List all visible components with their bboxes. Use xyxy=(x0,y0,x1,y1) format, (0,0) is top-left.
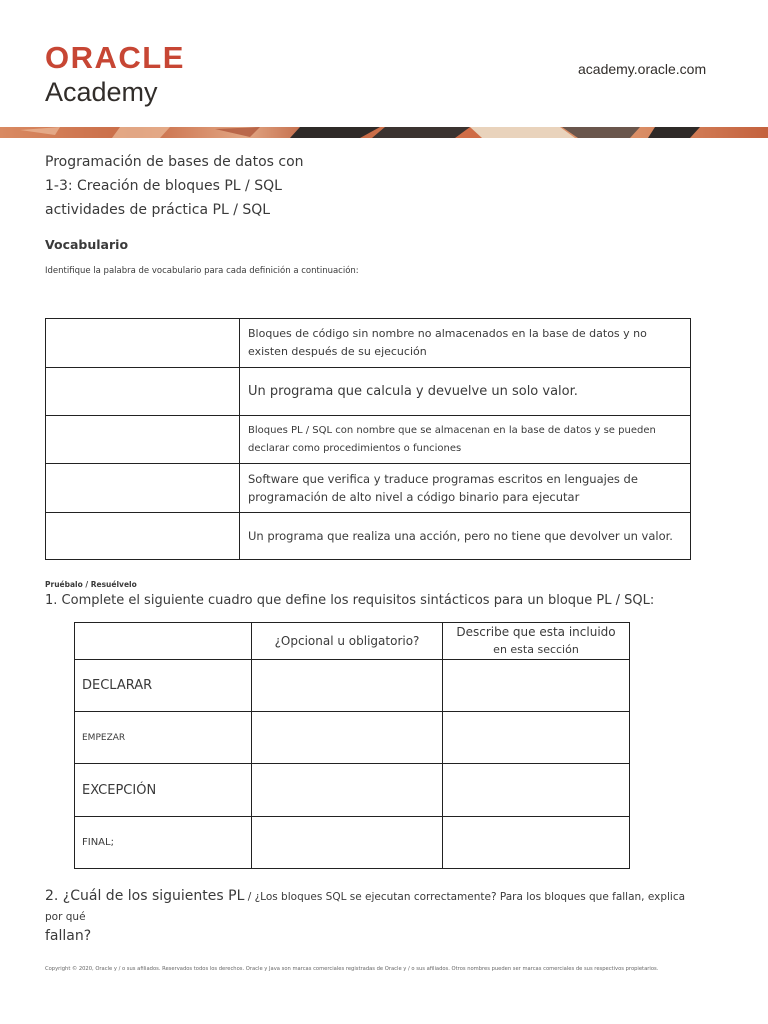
title-line-1: Programación de bases de datos con xyxy=(45,154,304,170)
vocabulary-answer-cell[interactable] xyxy=(46,513,240,560)
syntax-table xyxy=(74,622,630,869)
syntax-header-row xyxy=(75,623,630,660)
title-line-3: actividades de práctica PL / SQL xyxy=(45,202,271,218)
vocabulary-row xyxy=(46,513,691,560)
answer-cell[interactable] xyxy=(443,660,630,712)
header-description xyxy=(443,623,630,660)
question-2 xyxy=(45,886,705,945)
copyright-footer: Copyright © 2020, Oracle y / o sus afiliados. Reservados todos los derechos. Oracle y Java son marcas comerciales registradas de Oracle y / o sus afiliados. Otros nombres pueden ser marcas comerciales de sus respectivos propietarios. xyxy=(45,966,659,972)
section-name: DECLARAR xyxy=(75,660,252,712)
section-name: EXCEPCIÓN xyxy=(75,764,252,817)
section-name: EMPEZAR xyxy=(75,712,252,764)
vocabulary-definition: Bloques de código sin nombre no almacenados en la base de datos y no existen después de su ejecución xyxy=(240,319,691,368)
academy-logo-text: Academy xyxy=(45,77,158,107)
section-name: FINAL; xyxy=(75,817,252,869)
answer-cell[interactable] xyxy=(252,712,443,764)
header-optional-required: ¿Opcional u obligatorio? xyxy=(252,623,443,660)
answer-cell[interactable] xyxy=(252,660,443,712)
table-row xyxy=(75,817,630,869)
vocabulary-answer-cell[interactable] xyxy=(46,368,240,416)
vocabulary-heading: Vocabulario xyxy=(45,237,129,252)
answer-cell[interactable] xyxy=(252,764,443,817)
vocabulary-answer-cell[interactable] xyxy=(46,319,240,368)
question-2-body: / ¿Los bloques SQL se ejecutan correctamente? Para los bloques que fallan, explica por qué xyxy=(45,891,686,923)
answer-cell[interactable] xyxy=(252,817,443,869)
table-row xyxy=(75,712,630,764)
question-2-tail: fallan? xyxy=(45,928,92,944)
table-row xyxy=(75,660,630,712)
vocabulary-answer-cell[interactable] xyxy=(46,464,240,513)
header-description-line-2: en esta sección xyxy=(493,643,579,656)
vocabulary-row xyxy=(46,319,691,368)
answer-cell[interactable] xyxy=(443,712,630,764)
site-url: academy.oracle.com xyxy=(578,61,707,77)
vocabulary-definition: Bloques PL / SQL con nombre que se almacenan en la base de datos y se pueden declarar como procedimientos o funciones xyxy=(240,416,691,464)
question-2-lead: 2. ¿Cuál de los siguientes PL xyxy=(45,888,245,904)
header-description-line-1: Describe que esta incluido xyxy=(456,625,616,639)
vocabulary-definition: Software que verifica y traduce programas escritos en lenguajes de programación de alto nivel a código binario para ejecutar xyxy=(240,464,691,513)
vocabulary-row xyxy=(46,464,691,513)
oracle-logo: ORACLE xyxy=(45,40,185,75)
decorative-banner xyxy=(0,127,768,138)
header-blank-cell xyxy=(75,623,252,660)
vocabulary-row xyxy=(46,368,691,416)
vocabulary-answer-cell[interactable] xyxy=(46,416,240,464)
vocabulary-instructions: Identifique la palabra de vocabulario para cada definición a continuación: xyxy=(45,266,359,276)
vocabulary-table xyxy=(45,318,691,560)
vocabulary-definition: Un programa que calcula y devuelve un solo valor. xyxy=(240,368,691,416)
vocabulary-row xyxy=(46,416,691,464)
question-1: 1. Complete el siguiente cuadro que define los requisitos sintácticos para un bloque PL / SQL: xyxy=(45,593,655,608)
table-row xyxy=(75,764,630,817)
title-line-2: 1-3: Creación de bloques PL / SQL xyxy=(45,178,282,194)
vocabulary-definition: Un programa que realiza una acción, pero no tiene que devolver un valor. xyxy=(240,513,691,560)
try-it-label: Pruébalo / Resuélvelo xyxy=(45,580,137,589)
answer-cell[interactable] xyxy=(443,764,630,817)
answer-cell[interactable] xyxy=(443,817,630,869)
